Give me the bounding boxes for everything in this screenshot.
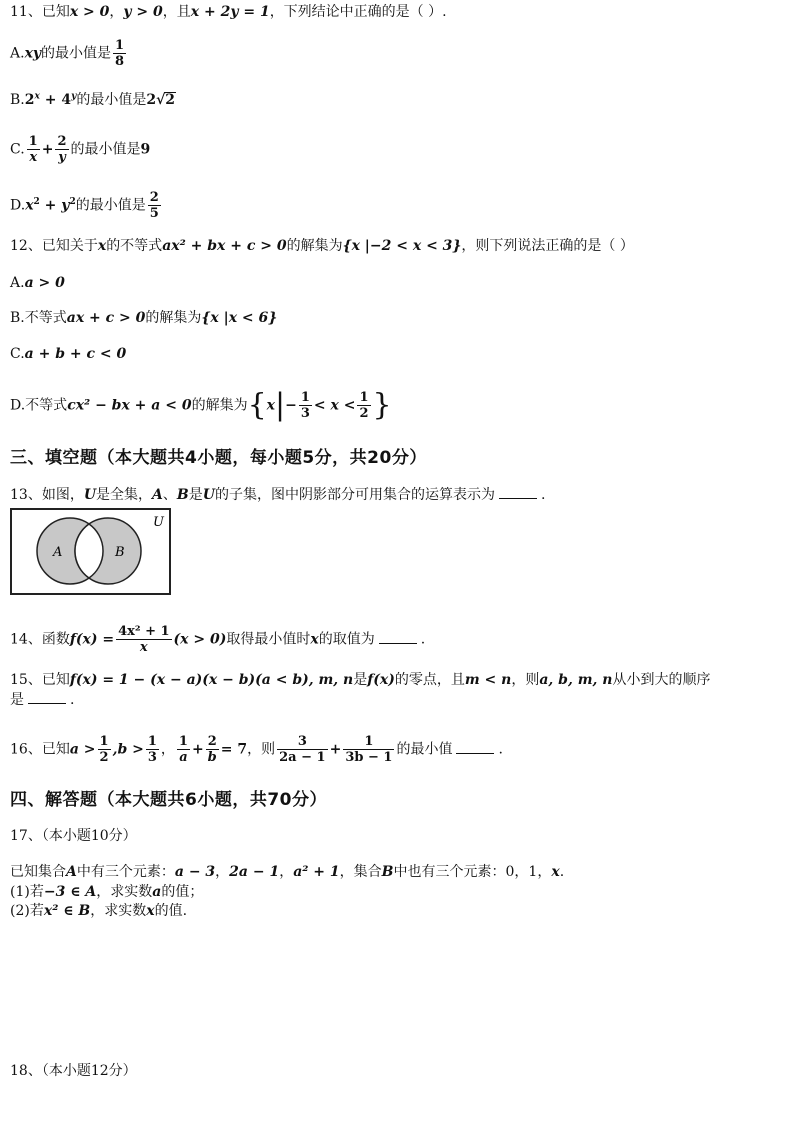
fraction: $\frac{1}{x}$ xyxy=(28,134,38,165)
venn-diagram xyxy=(10,508,171,595)
q11-option-d: $D.x^2 + y^2$的最小值是 $\frac{2}{5}$ xyxy=(10,190,159,221)
answer-blank[interactable] xyxy=(456,740,494,754)
q17-part-1: (1)若−3 ∈ A，求实数a的值； xyxy=(10,884,204,900)
fraction: $\frac{1}{3b - 1}$ xyxy=(345,734,393,765)
venn-label-b: B xyxy=(115,545,125,560)
fraction: $\frac{1}{a}$ xyxy=(178,734,188,765)
q12-option-c: C.a + b + c < 0 xyxy=(10,346,127,362)
fraction: $\frac{3}{2a - 1}$ xyxy=(279,734,326,765)
q17-header: 17、（本小题10分） xyxy=(10,828,137,844)
answer-blank[interactable] xyxy=(379,630,417,644)
fraction: $\frac{\text{4x² + 1}}{x}$ xyxy=(118,624,170,655)
q12-option-d: D.不等式cx² − bx + a < 0的解集为{x|− $\frac{1}{3}$ < x < $\frac{1}{2}$ } xyxy=(10,387,392,423)
section-heading-solutions: 四、解答题（本大题共6小题，共70分） xyxy=(10,790,327,810)
q16-stem: 16、已知a > $\frac{1}{2}$ ,b > $\frac{1}{3}$ ， $\frac{1}{a}$ + $\frac{2}{b}$ = 7，则 $\frac{3}{2a - 1}$ + $\frac{1}{3b - 1}$ 的最小值 . xyxy=(10,734,503,765)
q11-option-c: C. $\frac{1}{x}$ + $\frac{2}{y}$ 的最小值是9 xyxy=(10,134,151,165)
venn-svg xyxy=(12,510,169,593)
q17-stem: 已知集合A中有三个元素：a − 3，2a − 1，a² + 1，集合B中也有三个元素：0，1，x. xyxy=(10,864,565,880)
fraction: $\frac{1}{8}$ xyxy=(115,38,125,69)
fraction: $\frac{2}{b}$ xyxy=(207,734,217,765)
fraction: $\frac{2}{5}$ xyxy=(149,190,159,221)
fraction: $\frac{2}{y}$ xyxy=(57,134,67,165)
section-heading-fill-in: 三、填空题（本大题共4小题，每小题5分，共20分） xyxy=(10,448,427,468)
q15-stem-line2: 是 . xyxy=(10,692,75,708)
q12-stem: 12、已知关于x的不等式ax² + bx + c > 0的解集为{x |−2 < x < 3}，则下列说法正确的是（ ） xyxy=(10,238,634,254)
answer-blank[interactable] xyxy=(28,690,66,704)
q18-header: 18、（本小题12分） xyxy=(10,1063,137,1079)
fraction: $\frac{1}{2}$ xyxy=(99,734,109,765)
q14-stem: 14、函数f(x) = $\frac{\text{4x² + 1}}{x}$ (x > 0)取得最小值时x的取值为 . xyxy=(10,624,426,655)
fraction: $\frac{1}{2}$ xyxy=(359,390,369,421)
sqrt-symbol: √ xyxy=(156,92,166,108)
q11-stem: 11、已知x > 0，y > 0，且x + 2y = 1，下列结论中正确的是（ ）. xyxy=(10,4,447,20)
q15-stem: 15、已知f(x) = 1 − (x − a)(x − b)(a < b), m, n是f(x)的零点，且m < n，则a, b, m, n从小到大的顺序 xyxy=(10,672,711,688)
venn-label-u: U xyxy=(153,515,164,530)
q12-option-b: B.不等式ax + c > 0的解集为{x |x < 6} xyxy=(10,310,278,326)
fraction: $\frac{1}{3}$ xyxy=(147,734,157,765)
answer-blank[interactable] xyxy=(499,485,537,499)
venn-label-a: A xyxy=(53,545,63,560)
fraction: $\frac{1}{3}$ xyxy=(300,390,310,421)
q13-stem: 13、如图，U是全集，A、B是U的子集，图中阴影部分可用集合的运算表示为 . xyxy=(10,487,546,503)
q11-option-b: $B.2^x + 4^y$的最小值是2√2 xyxy=(10,91,176,108)
q17-part-2: (2)若x² ∈ B，求实数x的值. xyxy=(10,903,188,919)
q12-option-a: A.a > 0 xyxy=(10,275,65,291)
q11-option-a: A.xy的最小值是 $\frac{1}{8}$ xyxy=(10,38,125,69)
